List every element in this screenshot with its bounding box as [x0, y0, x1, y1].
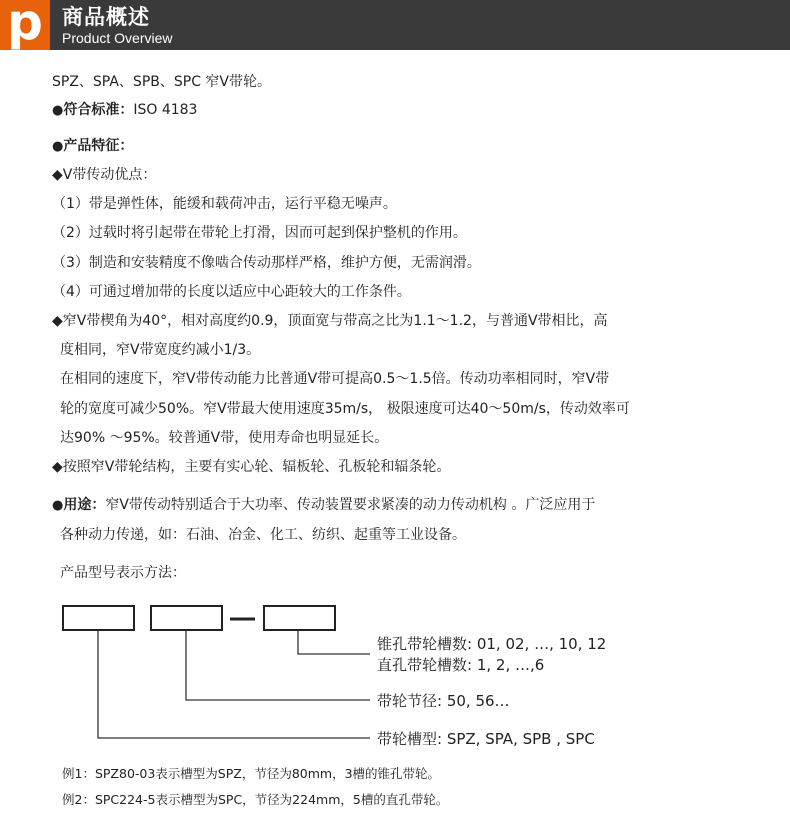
leader-pitch-diameter: [186, 631, 370, 700]
speed-text: 在相同的速度下，窄V带传动能力比普通V带可提高0.5～1.5倍。传动功率相同时，窄V带: [60, 371, 610, 387]
advantage-item: （3）制造和安装精度不像啮合传动那样严格，维护方便，无需润滑。: [52, 255, 481, 271]
standard-value: ISO 4183: [133, 102, 198, 118]
taper-bore-label: 锥孔带轮槽数: 01, 02, …, 10, 12: [377, 635, 607, 653]
features-label: 产品特征：: [63, 138, 134, 154]
pitch-diameter-label: 带轮节径: 50, 56…: [377, 692, 510, 710]
usage-label: 用途：: [63, 497, 106, 513]
leader-groove-count: [298, 631, 370, 654]
wedge-angle-text-cont: 度相同，窄V带宽度约减小1/3。: [60, 342, 261, 358]
advantage-item: （1）带是弹性体，能缓和载荷冲击，运行平稳无噪声。: [52, 196, 397, 212]
advantage-item: （2）过载时将引起带在带轮上打滑，因而可起到保护整机的作用。: [52, 225, 467, 241]
structure-text: ◆按照窄V带轮结构，主要有实心轮、辐板轮、孔板轮和辐条轮。: [52, 459, 451, 475]
model-title: 产品型号表示方法：: [60, 565, 186, 581]
wedge-angle-text: ◆窄V带楔角为40°，相对高度约0.9，顶面宽与带高之比为1.1～1.2，与普通V带相比，高: [52, 313, 608, 329]
usage-text: 窄V带传动特别适合于大功率、传动装置要求紧凑的动力传动机构 。广泛应用于: [105, 497, 596, 513]
section-subtitle: Product Overview: [62, 30, 173, 46]
advantages-title: ◆V带传动优点：: [52, 167, 157, 183]
bullet-icon: ●: [52, 139, 64, 154]
example-line: 例2：SPC224-5表示槽型为SPC，节径为224mm，5槽的直孔带轮。: [62, 792, 449, 807]
speed-text-cont: 达90% ～95%。较普通V带，使用寿命也明显延长。: [60, 430, 389, 446]
leader-groove-type: [98, 631, 370, 738]
usage-text-cont: 各种动力传递，如：石油、冶金、化工、纺织、起重等工业设备。: [60, 527, 466, 543]
section-title: 商品概述: [62, 5, 150, 29]
speed-text-cont: 轮的宽度可减少50%。窄V带最大使用速度35m/s， 极限速度可达40～50m/s，传动效率可: [60, 401, 630, 417]
standard-label: 符合标准：: [63, 102, 134, 118]
example-line: 例1：SPZ80-03表示槽型为SPZ，节径为80mm，3槽的锥孔带轮。: [62, 766, 441, 781]
straight-bore-label: 直孔带轮槽数: 1, 2, …,6: [377, 656, 545, 674]
advantage-item: （4）可通过增加带的长度以适应中心距较大的工作条件。: [52, 284, 411, 300]
bullet-icon: ●: [52, 103, 64, 118]
groove-type-label: 带轮槽型: SPZ, SPA, SPB , SPC: [377, 730, 595, 748]
logo-letter: p: [7, 0, 43, 51]
bullet-icon: ●: [52, 498, 64, 513]
intro-text: SPZ、SPA、SPB、SPC 窄V带轮。: [52, 74, 271, 90]
